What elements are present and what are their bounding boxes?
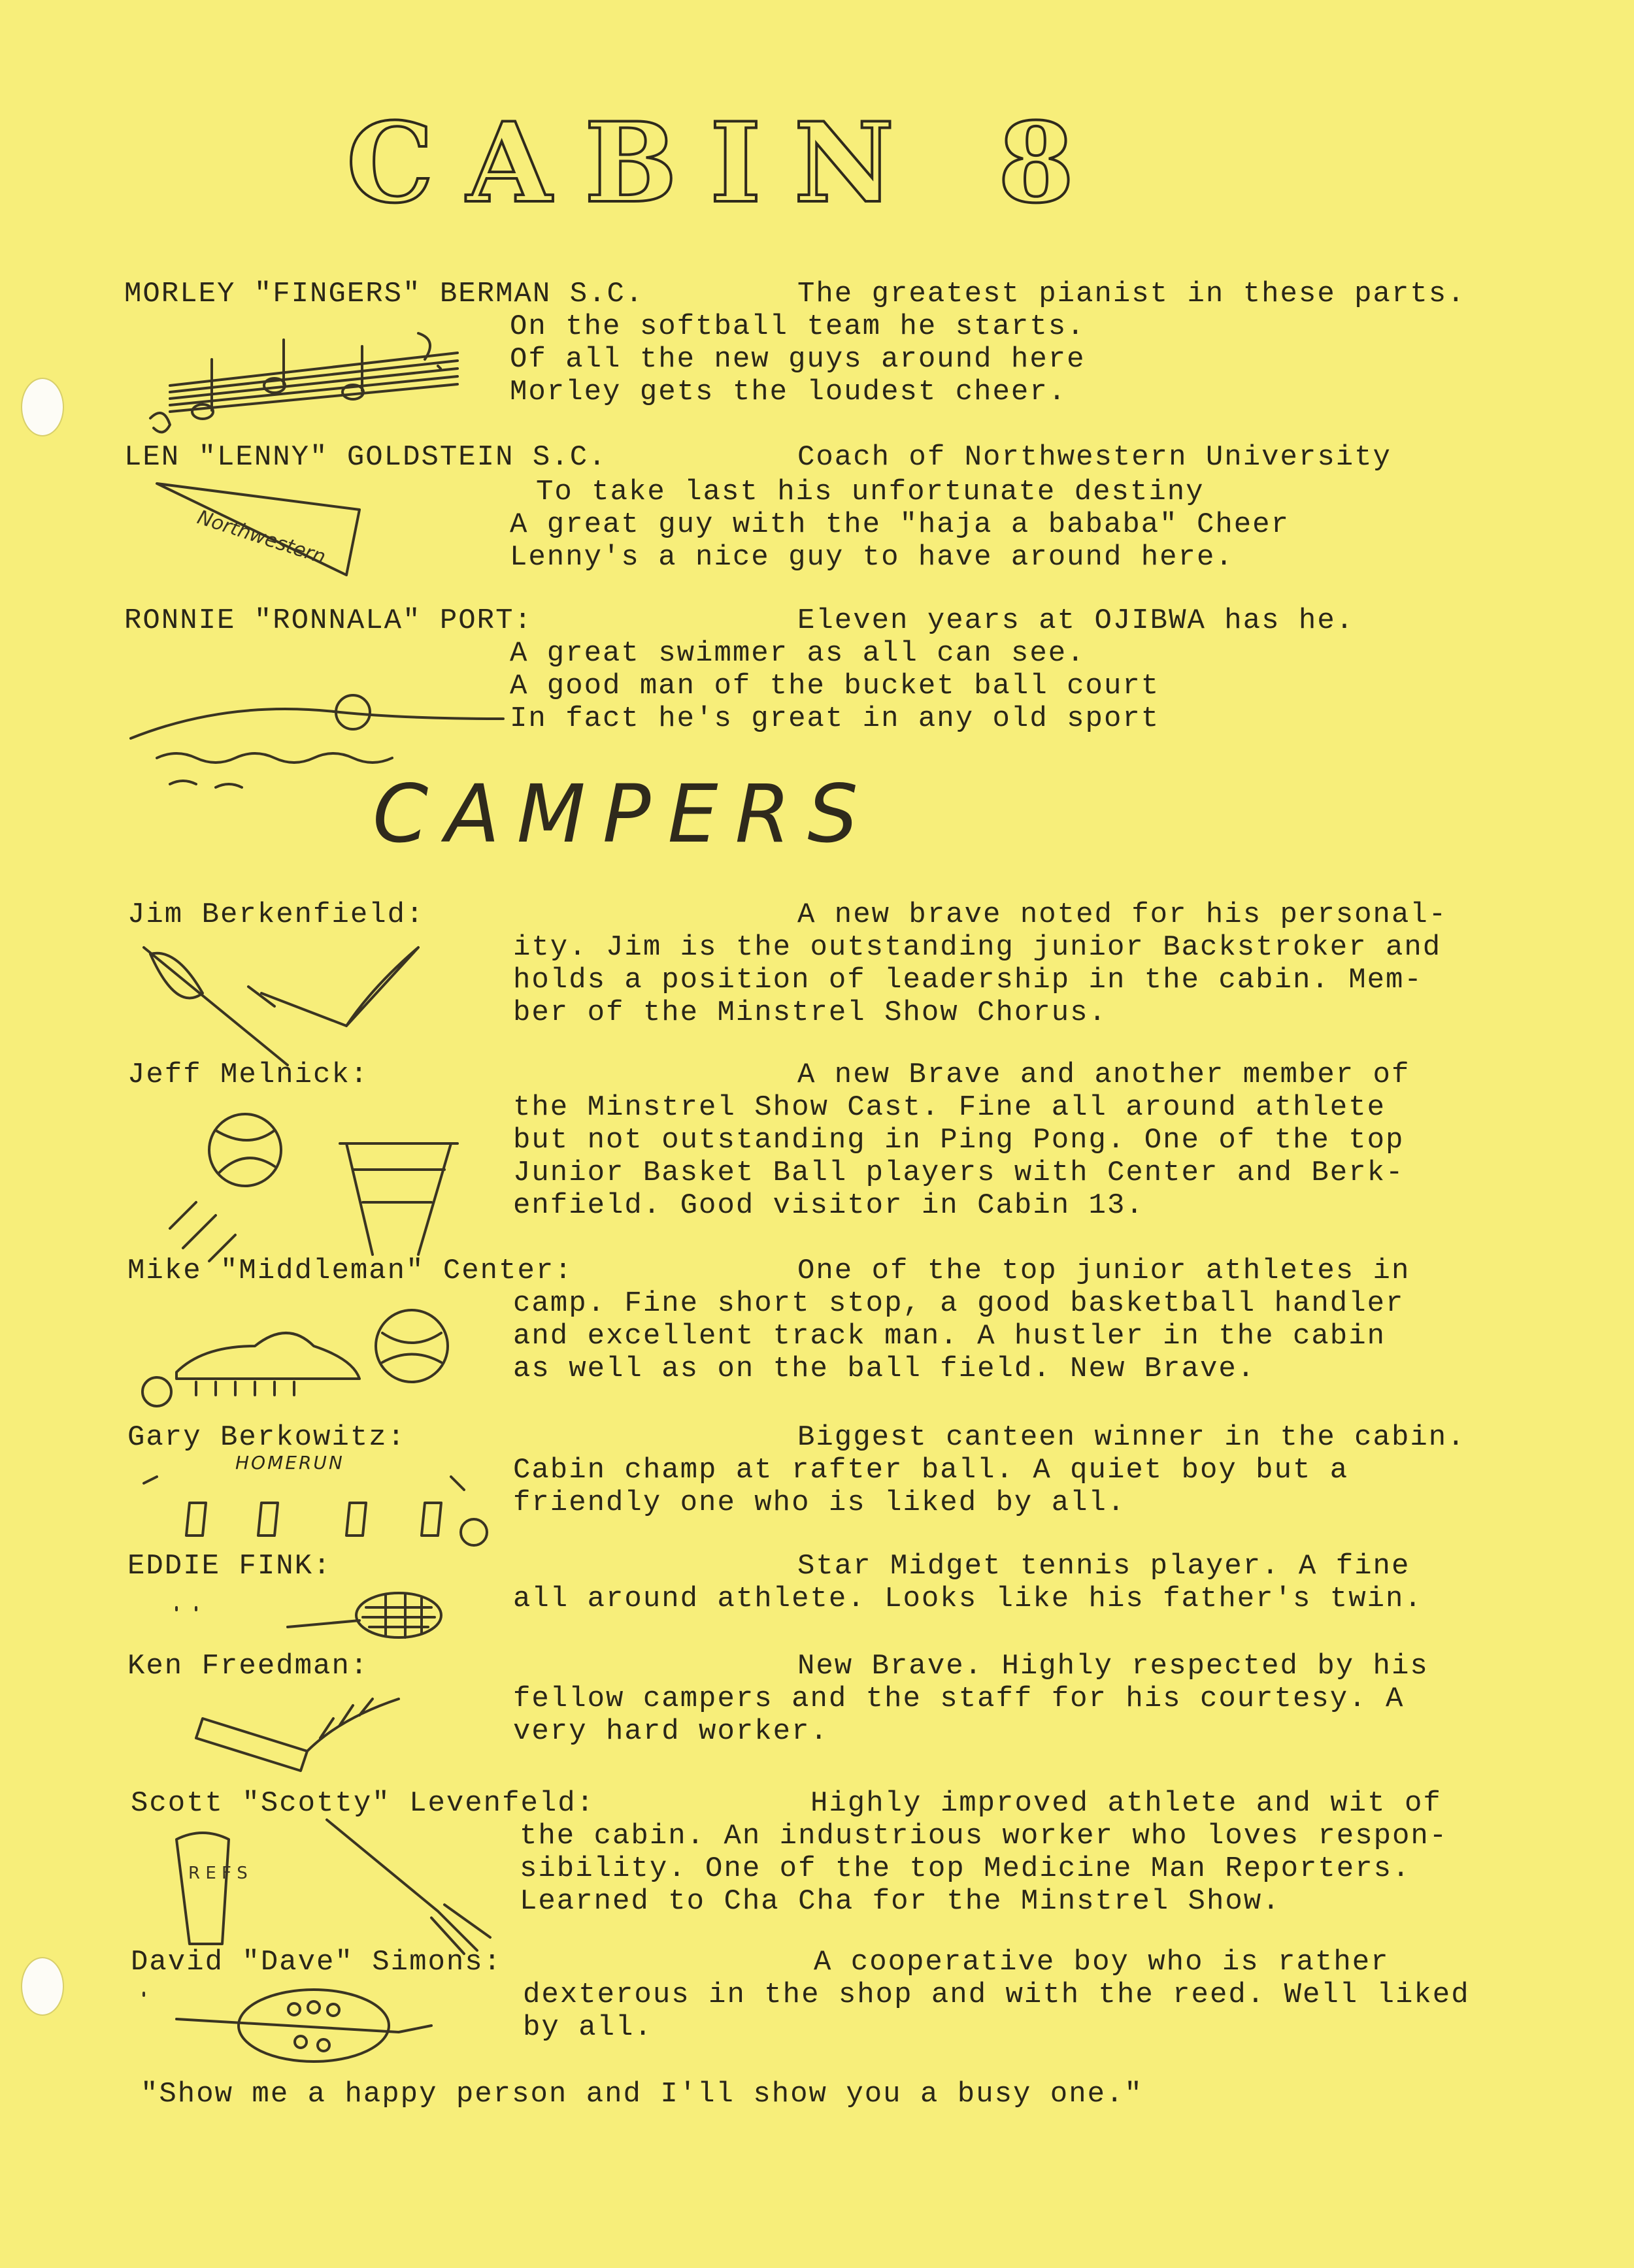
camper-name: Mike "Middleman" Center: xyxy=(127,1255,573,1287)
punch-hole-top xyxy=(21,378,64,436)
camper-line: Highly improved athlete and wit of xyxy=(810,1787,1442,1820)
counselor-name: RONNIE "RONNALA" PORT: xyxy=(124,604,533,637)
feather-sketch xyxy=(196,1692,405,1777)
camper-name: David "Dave" Simons: xyxy=(131,1946,503,1979)
feathers-sketch xyxy=(131,934,431,1072)
camper-name: Jeff Melnick: xyxy=(127,1059,369,1091)
camper-line: New Brave. Highly respected by his xyxy=(797,1650,1429,1683)
camper-line: sibility. One of the top Medicine Man Reporters. xyxy=(520,1852,1411,1885)
camper-line: but not outstanding in Ping Pong. One of the top xyxy=(513,1124,1405,1157)
counselor-line: A great guy with the "haja a bababa" Cheer xyxy=(510,508,1290,541)
camper-line: all around athlete. Looks like his father's twin. xyxy=(513,1583,1423,1615)
camper-line: A cooperative boy who is rather xyxy=(814,1946,1390,1979)
camper-line: Biggest canteen winner in the cabin. xyxy=(797,1421,1466,1454)
camper-line: fellow campers and the staff for his courtesy. A xyxy=(513,1683,1405,1715)
camper-line: and excellent track man. A hustler in the cabin xyxy=(513,1320,1386,1353)
camper-line: Cabin champ at rafter ball. A quiet boy but a xyxy=(513,1454,1349,1487)
camper-line: friendly one who is liked by all. xyxy=(513,1487,1126,1519)
counselor-line: In fact he's great in any old sport xyxy=(510,702,1160,735)
bag-and-broom-sketch xyxy=(163,1813,503,1957)
camper-line: camp. Fine short stop, a good basketball handler xyxy=(513,1287,1405,1320)
cabin-title: CABIN 8 xyxy=(346,98,1107,227)
camper-line: enfield. Good visitor in Cabin 13. xyxy=(513,1189,1144,1222)
closing-quote: "Show me a happy person and I'll show you a busy one." xyxy=(141,2078,1143,2111)
cabin-title-art xyxy=(340,72,1190,288)
bag-label: R E F S xyxy=(188,1864,248,1883)
camper-line: the Minstrel Show Cast. Fine all around athlete xyxy=(513,1091,1386,1124)
camper-line: as well as on the ball field. New Brave. xyxy=(513,1353,1256,1385)
pennant-sketch xyxy=(150,470,373,582)
counselor-line: A good man of the bucket ball court xyxy=(510,670,1160,702)
music-notes-sketch xyxy=(144,314,484,444)
camper-name: Ken Freedman: xyxy=(127,1650,369,1683)
counselor-line: To take last his unfortunate destiny xyxy=(536,476,1205,508)
counselor-line: Eleven years at OJIBWA has he. xyxy=(797,604,1355,637)
camper-name: EDDIE FINK: xyxy=(127,1550,332,1583)
counselor-line: The greatest pianist in these parts. xyxy=(797,278,1466,310)
counselor-line: On the softball team he starts. xyxy=(510,310,1086,343)
counselor-name: LEN "LENNY" GOLDSTEIN S.C. xyxy=(124,441,607,474)
camper-line: ity. Jim is the outstanding junior Backstroker and xyxy=(513,931,1442,964)
counselor-line: Morley gets the loudest cheer. xyxy=(510,376,1067,408)
camper-line: A new Brave and another member of xyxy=(797,1059,1410,1091)
camper-line: ber of the Minstrel Show Chorus. xyxy=(513,996,1107,1029)
basketball-sketch xyxy=(157,1098,471,1268)
camper-line: dexterous in the shop and with the reed. Well liked xyxy=(523,1979,1470,2011)
camper-line: very hard worker. xyxy=(513,1715,829,1748)
baseball-diamond-sketch xyxy=(131,1470,497,1555)
pennant-label: Northwestern xyxy=(194,506,329,569)
camper-line: Learned to Cha Cha for the Minstrel Show. xyxy=(520,1885,1281,1918)
palette-sketch xyxy=(137,1980,464,2071)
counselor-line: Of all the new guys around here xyxy=(510,343,1086,376)
homerun-label: HOMERUN xyxy=(235,1452,344,1473)
camper-line: by all. xyxy=(523,2011,653,2044)
counselor-line: A great swimmer as all can see. xyxy=(510,637,1086,670)
counselor-line: Lenny's a nice guy to have around here. xyxy=(510,541,1234,574)
camper-line: Star Midget tennis player. A fine xyxy=(797,1550,1410,1583)
camper-name: Jim Berkenfield: xyxy=(127,898,425,931)
camper-line: holds a position of leadership in the cabin. Mem- xyxy=(513,964,1423,996)
camper-line: the cabin. An industrious worker who loves respon- xyxy=(520,1820,1448,1852)
punch-hole-bottom xyxy=(21,1957,64,2016)
counselor-line: Coach of Northwestern University xyxy=(797,441,1392,474)
counselor-name: MORLEY "FINGERS" BERMAN S.C. xyxy=(124,278,644,310)
camper-name: Gary Berkowitz: xyxy=(127,1421,407,1454)
camper-line: Junior Basket Ball players with Center and Berk- xyxy=(513,1157,1405,1189)
camper-name: Scott "Scotty" Levenfeld: xyxy=(131,1787,595,1820)
tennis-racket-sketch xyxy=(163,1581,451,1653)
camper-line: One of the top junior athletes in xyxy=(797,1255,1410,1287)
shoe-and-ball-sketch xyxy=(137,1300,471,1411)
campers-heading: CAMPERS xyxy=(373,768,875,861)
camper-line: A new brave noted for his personal- xyxy=(797,898,1448,931)
